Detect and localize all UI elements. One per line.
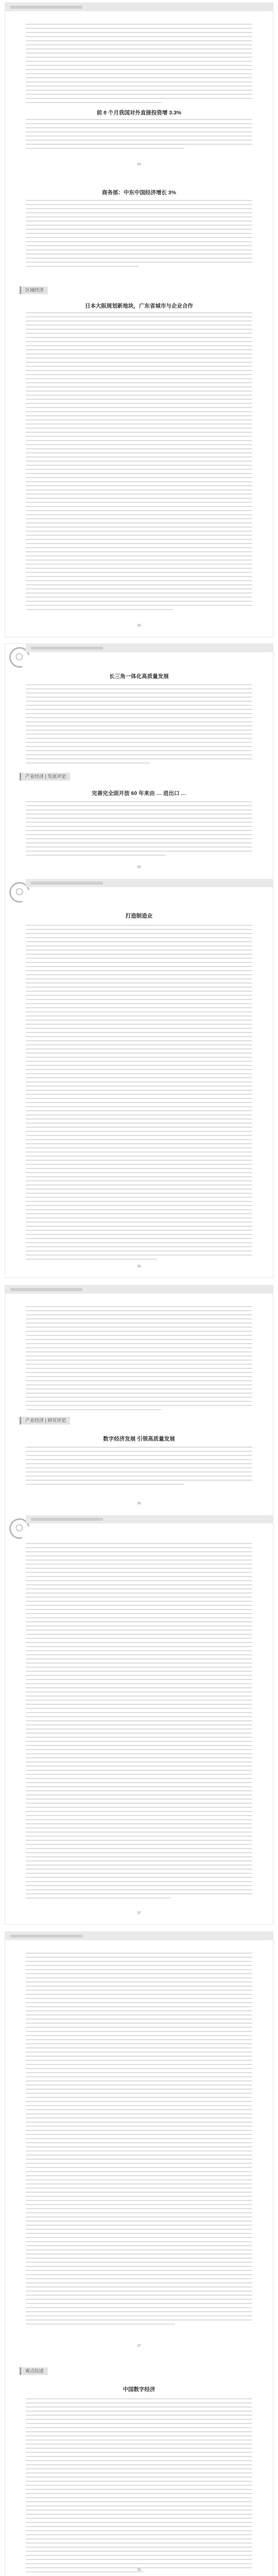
page-number: 35	[137, 866, 141, 869]
page-header-band	[5, 1285, 273, 1294]
section-label: 产业经济 | 发展评论	[20, 773, 70, 781]
page-header-band	[5, 3, 273, 11]
page-number: 38	[137, 2568, 141, 2572]
page-3	[5, 1285, 273, 1924]
article-title-1: 前 8 个月我国对外直接投资增 3.3%	[96, 110, 182, 116]
body-text	[26, 1447, 252, 1488]
body-text	[26, 684, 252, 767]
page-number: 37	[137, 1911, 141, 1915]
section-label: 产业经济 | 研究评论	[20, 1417, 70, 1425]
article-title-2: 商务部：中东中国经济增长 3%	[101, 190, 177, 196]
section-label: 观点综述	[20, 2367, 48, 2375]
body-text	[26, 1543, 252, 1902]
article-title-8: 中国数字经济	[123, 2386, 155, 2393]
body-text	[26, 801, 252, 859]
body-text	[26, 2398, 252, 2575]
page-header-band	[5, 1932, 273, 1940]
body-text	[26, 1953, 252, 2328]
page-header-band	[26, 644, 273, 652]
page-2	[5, 644, 273, 1278]
page-number: 37	[137, 2344, 141, 2348]
page-1	[5, 3, 273, 637]
page-number: 35	[137, 624, 141, 628]
article-title-6: 打造制造业	[125, 913, 153, 919]
body-text	[26, 312, 252, 613]
page-4	[5, 1932, 273, 2576]
section-label: 区域经济	[20, 286, 48, 294]
article-title-7: 数字经济发展 引领高质量发展	[103, 1436, 175, 1442]
page-header-band	[26, 879, 273, 887]
body-text	[26, 1306, 252, 1413]
page-header-band	[26, 1515, 273, 1523]
article-title-3: 日本大阪规划新地块，广东省城市与企业合作	[85, 303, 193, 309]
body-text	[26, 119, 252, 152]
article-title-4: 长三角一体化高质量发展	[109, 673, 169, 680]
article-title-5: 完善完全面开放 60 年来由 … 进出口 …	[92, 790, 186, 796]
body-text	[26, 24, 252, 106]
body-text	[26, 925, 252, 1263]
page-number: 34	[137, 163, 141, 166]
body-text	[26, 200, 252, 270]
page-number: 36	[137, 1502, 141, 1505]
page-number: 36	[137, 1265, 141, 1268]
